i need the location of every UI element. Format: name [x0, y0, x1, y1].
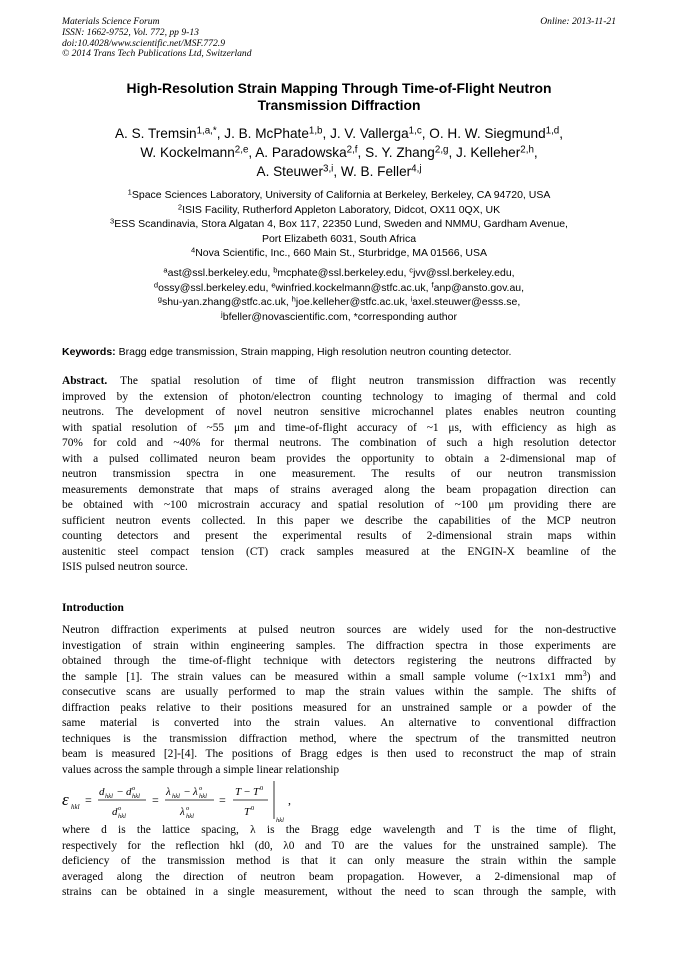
abstract-line: neutron transmission spectra in one measurement. The results of our neutron transmission [62, 468, 616, 480]
svg-text:−: − [184, 786, 191, 798]
online-date: Online: 2013-11-21 [540, 16, 616, 27]
text-line: strains can be obtained in a single measurement, without the need to scan through the sample, with [62, 886, 616, 898]
author-name: A. Paradowska [255, 145, 347, 160]
email-address[interactable]: ast@ssl.berkeley.edu [167, 267, 268, 279]
text-line: beam is measured [2]-[4]. The positions of Bragg edges is then used to reconstruct the map of strain [62, 748, 616, 760]
svg-text:T: T [253, 786, 260, 798]
email-key: a [163, 265, 168, 275]
author-name: J. V. Vallerga [330, 126, 409, 141]
section-heading: Introduction [62, 602, 124, 614]
abstract-line: neutrons. The development of novel neutron sensitive microchannel plates enables neutron counting [62, 406, 616, 418]
copyright-line: © 2014 Trans Tech Publications Ltd, Switzerland [62, 48, 252, 60]
svg-text:λ: λ [193, 786, 198, 798]
abstract-label: Abstract. [62, 375, 108, 387]
email-address[interactable]: anp@ansto.gov.au [433, 281, 522, 294]
author-name: A. S. Tremsin [114, 126, 197, 141]
svg-text:=: = [152, 793, 159, 807]
affiliation [62, 188, 616, 203]
email-key: g [157, 294, 162, 304]
email-address[interactable]: shu-yan.zhang@stfc.ac.uk [161, 296, 286, 308]
author-name: O. H. W. Siegmund [429, 126, 546, 141]
affiliation-text: ESS Scandinavia, Stora Algatan 4, Box 117, 22350 Lund, Sweden and NMMU, Gardham Avenue, [114, 218, 568, 230]
author-affil-mark: 1,b [308, 125, 323, 137]
affiliations [62, 188, 616, 261]
affiliation-number: 4 [190, 245, 196, 255]
text-segment: the sample [1]. The strain values can be measured within a small sample volume (~1x1x1 mm [62, 670, 583, 683]
email-address[interactable]: jvv@ssl.berkeley.edu [413, 267, 512, 279]
author-list [62, 124, 616, 181]
text-line: Neutron diffraction experiments at pulsed neutron sources are widely used for the non-destructive [62, 624, 616, 636]
affiliation-number: 2 [177, 201, 183, 211]
email-key: h [291, 294, 296, 304]
author-affil-mark: 3,i [323, 163, 334, 175]
email-key: d [153, 279, 159, 289]
affiliation [62, 246, 616, 261]
affiliation [62, 203, 616, 218]
text-line: consecutive scans are usually performed to map the strain values within the sample. The shifts of [62, 686, 616, 698]
affiliation-continuation: Port Elizabeth 6031, South Africa [261, 232, 417, 245]
journal-header [62, 17, 616, 60]
author-affil-mark: 1,d [545, 125, 560, 137]
issn-line: ISSN: 1662-9752, Vol. 772, pp 9-13 [62, 26, 199, 38]
text-line: investigation of strain within engineering samples. The diffraction spectra in those experiments are [62, 639, 616, 652]
affiliation [62, 217, 616, 232]
affiliation-number: 1 [127, 187, 132, 197]
abstract-line [62, 374, 616, 390]
abstract-line: improved by the extension of photon/electron counting technology to imaging of thermal and cold [62, 390, 616, 403]
svg-text:hkl: hkl [71, 803, 80, 811]
email-key: j [221, 308, 223, 318]
abstract-line: ISIS pulsed neutron source. [62, 561, 188, 573]
svg-text:−: − [117, 786, 124, 798]
email-line: $^a$ast@ssl.berkeley.edu, $^b$mcphate@ssl.berkeley.edu, $^c$jvv@ssl.berkeley.edu, [163, 265, 515, 279]
journal-name: Materials Science Forum [62, 16, 160, 27]
svg-text:0: 0 [251, 805, 255, 812]
strain-equation-graphic [62, 777, 362, 823]
email-address[interactable]: axel.steuwer@esss.se [412, 296, 518, 308]
affiliation-text: Nova Scientific, Inc., 660 Main St., Sturbridge, MA 01566, USA [195, 247, 487, 259]
email-key: c [409, 265, 414, 275]
email-address[interactable]: winfried.kockelmann@stfc.ac.uk [275, 281, 426, 294]
text-line: diffraction peaks relative to their positions measured for an unstrained sample or a powder of the [62, 701, 616, 714]
email-address[interactable]: joe.kelleher@stfc.ac.uk [295, 296, 405, 308]
affiliation-text: Space Sciences Laboratory, University of California at Berkeley, Berkeley, CA 94720, USA [131, 189, 551, 201]
svg-text:o: o [132, 785, 136, 792]
text-line: obtained through the time-of-flight technique with detectors registering the neutrons diffracted by [62, 655, 616, 667]
keywords-text: Bragg edge transmission, Strain mapping, High resolution neutron counting detector. [118, 346, 512, 358]
superscript: 3 [582, 668, 587, 678]
svg-text:d: d [99, 786, 105, 798]
abstract-line: with a pulsed collimated neuron beam provides the opportunity to obtain a 2-dimensional map of [62, 452, 616, 465]
author-affil-mark: 1,c [408, 125, 422, 137]
text-line [62, 670, 616, 686]
affiliation-number: 3 [110, 216, 115, 226]
email-line: $^g$shu-yan.zhang@stfc.ac.uk, $^h$joe.kelleher@stfc.ac.uk, $^i$axel.steuwer@esss.se, [157, 294, 521, 308]
author-affil-mark: 2,g [434, 144, 449, 156]
svg-text:o: o [186, 805, 190, 812]
svg-text:hkl: hkl [132, 793, 140, 800]
svg-text:−: − [244, 786, 251, 798]
svg-text:o: o [118, 805, 122, 812]
author-name: J. B. McPhate [224, 126, 309, 141]
svg-text:d: d [112, 806, 118, 818]
keywords [62, 345, 616, 359]
author-affil-mark: 2,h [520, 144, 534, 156]
author-name: W. B. Feller [340, 164, 412, 179]
abstract-text: The spatial resolution of time of flight neutron transmission diffraction was recently [120, 375, 616, 387]
title-line: Transmission Diffraction [257, 97, 421, 113]
email-key: i [410, 294, 413, 304]
abstract [62, 374, 616, 576]
abstract-line: 70% for cold and ~40% for thermal neutrons. The combination of such a high resolution detector [62, 437, 616, 449]
svg-text:hkl: hkl [105, 793, 113, 800]
email-key: f [431, 279, 434, 289]
text-line: where d is the lattice spacing, λ is the Bragg edge wavelength and T is the time of flight, [62, 824, 616, 836]
text-line: respectively for the reflection hkl (d0, λ0 and T0 are the values for the unstrained sample). The [62, 839, 616, 852]
email-key: b [273, 265, 278, 275]
author-affil-mark: 4,j [411, 163, 422, 175]
affiliation-text: ISIS Facility, Rutherford Appleton Laboratory, Didcot, OX11 0QX, UK [182, 203, 501, 216]
svg-text:=: = [219, 793, 226, 807]
email-line: $^d$ossy@ssl.berkeley.edu, $^e$winfried.kockelmann@stfc.ac.uk, $^f$anp@ansto.gov.au, [153, 279, 525, 294]
email-address[interactable]: bfeller@novascientific.com [222, 310, 348, 323]
svg-text:0: 0 [260, 785, 264, 792]
svg-text:T: T [244, 806, 251, 818]
author-name: A. Steuwer [256, 164, 323, 179]
svg-text:λ: λ [166, 786, 171, 798]
svg-text:hkl: hkl [186, 813, 194, 820]
abstract-line: with spatial resolution of ~55 μm and time-of-flight accuracy of ~1 μs, with efficiency as high as [62, 421, 616, 434]
author-affil-mark: 2,e [234, 144, 249, 156]
svg-text:d: d [126, 786, 132, 798]
text-segment: ) and [586, 670, 616, 683]
title-line: High-Resolution Strain Mapping Through Time-of-Flight Neutron [126, 80, 552, 96]
svg-text:T: T [235, 786, 242, 798]
text-line: techniques is the transmission diffraction method, where the spectrum of the transmitted neutron [62, 732, 616, 745]
email-address[interactable]: ossy@ssl.berkeley.edu [158, 281, 266, 294]
paper-title [62, 80, 616, 114]
keywords-label: Keywords: [62, 346, 116, 358]
introduction-paragraph [62, 623, 616, 778]
introduction-paragraph [62, 823, 616, 901]
author-name: S. Y. Zhang [365, 145, 435, 160]
email-list [62, 266, 616, 324]
author-name: J. Kelleher [456, 145, 521, 160]
strain-equation [62, 777, 362, 823]
author-name: W. Kockelmann [140, 145, 235, 160]
abstract-line: be obtained with ~100 microstrain accuracy and spatial resolution of ~100 μm providing there are [62, 499, 616, 511]
email-key: e [271, 279, 276, 289]
abstract-line: counting detectors and present the experimental results of 2-dimensional strain maps within [62, 530, 616, 542]
svg-text:=: = [85, 793, 92, 807]
svg-text:hkl: hkl [276, 817, 284, 823]
doi-line: doi:10.4028/www.scientific.net/MSF.772.9 [62, 37, 225, 49]
author-line: A. S. Tremsin$^{1,a,*}$, J. B. McPhate$^{1,b}$, J. V. Vallerga$^{1,c}$, O. H. W. Siegmund$^{1,d}$, [114, 125, 564, 141]
text-line: values across the sample through a simple linear relationship [62, 763, 340, 776]
svg-text:,: , [288, 793, 291, 807]
svg-text:hkl: hkl [172, 793, 180, 800]
svg-text:hkl: hkl [199, 793, 207, 800]
abstract-line: austenitic steel compact tension (CT) crack samples measured at the ENGIN-X beamline of the [62, 545, 616, 558]
author-line: A. Steuwer$^{3,i}$, W. B. Feller$^{4,j}$ [256, 163, 422, 179]
email-line: $^j$bfeller@novascientific.com, *corresponding author [221, 308, 457, 323]
author-affil-mark: 2,f [346, 144, 358, 156]
abstract-line: measurements demonstrate that maps of strains averaged along the beam propagation direction can [62, 483, 616, 496]
author-affil-mark: 1,a,* [196, 125, 217, 137]
svg-text:λ: λ [180, 806, 185, 818]
svg-text:o: o [199, 785, 203, 792]
text-line: averaged along the direction of neutron beam propagation. However, a 2-dimensional map of [62, 870, 616, 883]
svg-text:ε: ε [62, 790, 69, 809]
text-line: deficiency of the transmission method is that it can only measure the strain within the sample [62, 855, 616, 867]
abstract-line: sufficient neutron events collected. In this paper we describe the capabilities of the MCP neutron [62, 514, 616, 527]
author-line: W. Kockelmann$^{2,e}$, A. Paradowska$^{2,f}$, S. Y. Zhang$^{2,g}$, J. Kelleher$^{2,h}$, [140, 144, 538, 160]
svg-text:hkl: hkl [118, 813, 126, 820]
corresponding-author-note: *corresponding author [353, 310, 457, 323]
text-line: same material is converted into the strain values. An alternative to conventional diffraction [62, 717, 616, 729]
email-address[interactable]: mcphate@ssl.berkeley.edu [277, 267, 404, 279]
